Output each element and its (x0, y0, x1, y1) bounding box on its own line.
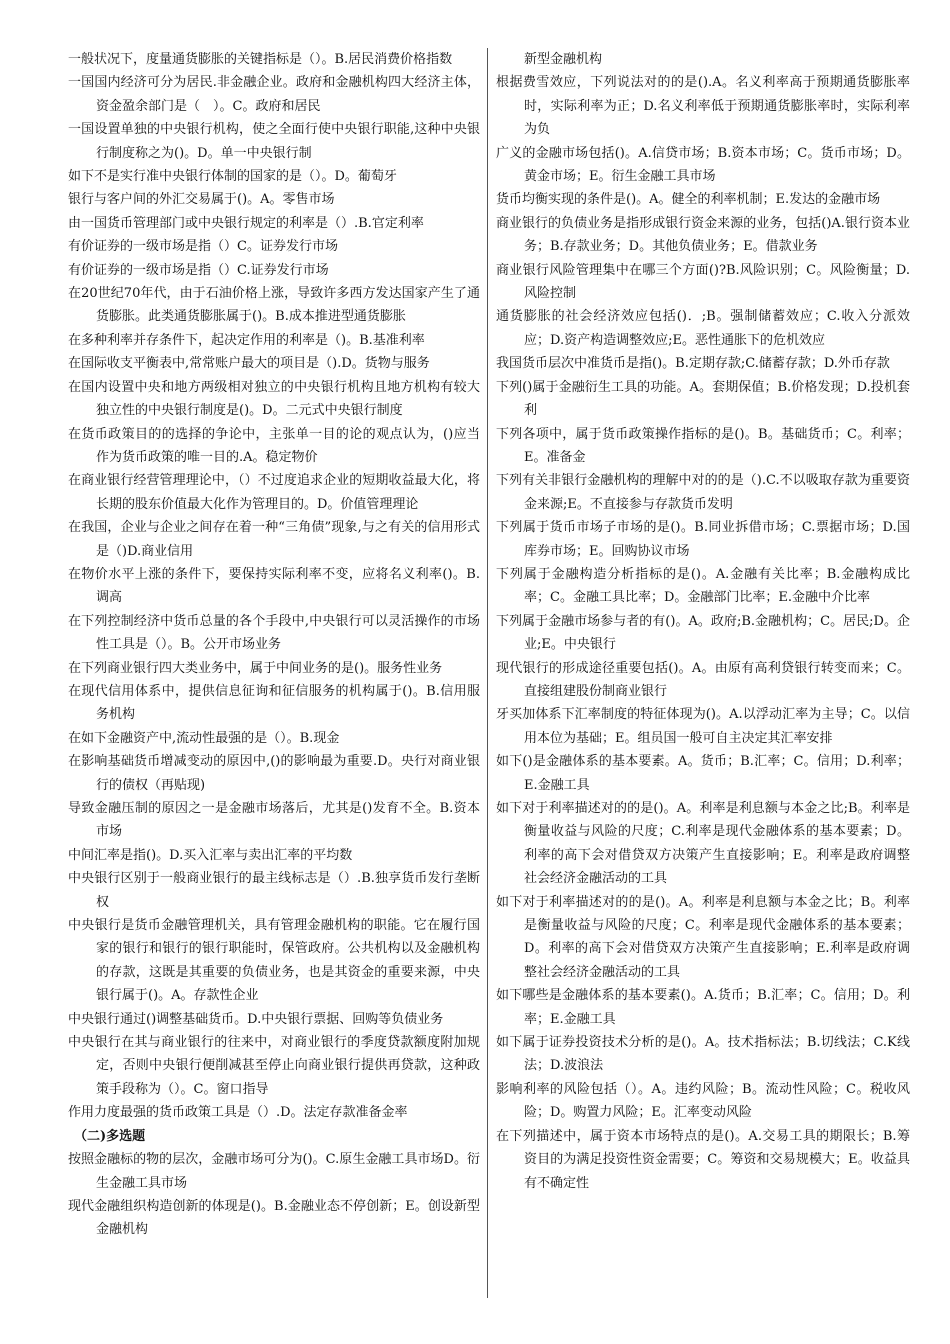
left-column (68, 48, 480, 1242)
question-item: 货币均衡实现的条件是()。A。健全的利率机制；E.发达的金融市场 (496, 192, 881, 208)
question-item: 有价证券的一级市场是指（）C。证券发行市场 (68, 239, 338, 255)
question-item: 在影响基础货币增减变动的原因中,()的影响最为重要.D。央行对商业银行的债权（再贴现) (68, 754, 480, 793)
question-item: 中央银行是货币金融管理机关，具有管理金融机构的职能。它在履行国家的银行和银行的银行职能时，保管政府。公共机构以及金融机构的存款，这既是其重要的负债业务，也是其资金的重要来源，中央银行属于()。A。存款性企业 (68, 918, 480, 1004)
right-column (496, 48, 910, 1195)
question-item: 下列有关非银行金融机构的理解中对的的是（).C.不以吸取存款为重要资金来源;E。不直接参与存款货币发明 (496, 473, 910, 512)
question-item: 通货膨胀的社会经济效应包括()．;B。强制储蓄效应；C.收入分派效应；D.资产构造调整效应;E。恶性通胀下的危机效应 (496, 309, 910, 348)
question-item: 由一国货币管理部门或中央银行规定的利率是（）.B.官定利率 (68, 215, 424, 231)
question-item: 中间汇率是指()。D.买入汇率与卖出汇率的平均数 (68, 847, 353, 863)
question-item: 在货币政策目的的选择的争论中，主张单一目的论的观点认为，()应当作为货币政策的唯一目的.A。稳定物价 (68, 426, 480, 465)
question-item: 在下列商业银行四大类业务中，属于中间业务的是()。服务性业务 (68, 660, 443, 676)
column-divider (487, 48, 488, 1298)
section-heading: （二)多选题 (74, 1128, 146, 1144)
question-item: 在物价水平上涨的条件下，要保持实际利率不变，应将名义利率()。B.调高 (68, 566, 480, 606)
question-item: 下列属于金融市场参与者的有()。A。政府;B.金融机构；C。居民;D。企业;E。中央银行 (496, 613, 910, 653)
question-continuation: 新型金融机构 (524, 52, 603, 67)
question-item: 商业银行的负债业务是指形成银行资金来源的业务，包括()A.银行资本业务；B.存款业务；D。其他负债业务；E。借款业务 (496, 215, 910, 255)
question-item: 现代银行的形成途径重要包括()。A。由原有高利贷银行转变而来；C。直接组建股份制商业银行 (496, 660, 910, 699)
question-item: 根据费雪效应，下列说法对的的是().A。名义利率高于预期通货膨胀率时，实际利率为正；D.名义利率低于预期通货膨胀率时，实际利率为负 (496, 75, 910, 138)
question-item: 下列属于货币市场子市场的是()。B.同业拆借市场；C.票据市场；D.国库券市场；E。回购协议市场 (496, 520, 910, 559)
question-item: 在多种利率并存条件下，起决定作用的利率是（)。B.基准利率 (68, 332, 425, 348)
question-item: 如下对于利率描述对的的是()。A。利率是利息额与本金之比;B。利率是衡量收益与风险的尺度；C.利率是现代金融体系的基本要素；D。利率的高下会对借贷双方决策产生直接影响；E。利率是政府调整社会经济金融活动的工具 (496, 801, 910, 887)
question-item: 有价证券的一级市场是指（）C.证券发行市场 (68, 262, 329, 278)
question-item: 在下列描述中，属于资本市场特点的是()。A.交易工具的期限长；B.筹资目的为满足投资性资金需要；C。筹资和交易规模大；E。收益具有不确定性 (496, 1128, 910, 1191)
question-item: 如下()是金融体系的基本要素。A。货币；B.汇率；C。信用；D.利率；E.金融工具 (496, 754, 910, 793)
question-item: 如下属于证券投资技术分析的是()。A。技术指标法；B.切线法；C.K线法；D.波浪法 (496, 1035, 910, 1074)
question-item: 中央银行在其与商业银行的往来中，对商业银行的季度贷款额度附加规定，否则中央银行便削减甚至停止向商业银行提供再贷款，这种政策手段称为（）。C。窗口指导 (68, 1035, 480, 1097)
question-item: 商业银行风险管理集中在哪三个方面()?B.风险识别；C。风险衡量；D.风险控制 (496, 262, 910, 302)
question-item: 按照金融标的物的层次，金融市场可分为()。C.原生金融工具市场D。衍生金融工具市场 (68, 1152, 480, 1191)
question-item: 在20世纪70年代，由于石油价格上涨，导致许多西方发达国家产生了通货膨胀。此类通货膨胀属于()。B.成本推进型通货膨胀 (68, 286, 480, 325)
question-item: 如下不是实行准中央银行体制的国家的是（）。D。葡萄牙 (68, 169, 397, 185)
question-item: 一国设置单独的中央银行机构，使之全面行使中央银行职能,这种中央银行制度称之为()。D。单一中央银行制 (68, 122, 480, 161)
question-item: 影响利率的风险包括（）。A。违约风险；B。流动性风险；C。税收风险；D。购置力风险；E。汇率变动风险 (496, 1081, 910, 1121)
question-item: 如下对于利率描述对的的是()。A。利率是利息额与本金之比；B。利率是衡量收益与风险的尺度；C。利率是现代金融体系的基本要素；D。利率的高下会对借贷双方决策产生直接影响；E.利率是政府调整社会经济金融活动的工具 (496, 894, 910, 980)
question-item: 在我国，企业与企业之间存在着一种“三角债”现象,与之有关的信用形式是（)D.商业信用 (68, 520, 480, 559)
question-item: 下列各项中，属于货币政策操作指标的是()。B。基础货币；C。利率；E。准备金 (496, 426, 910, 465)
question-item: 如下哪些是金融体系的基本要素()。A.货币；B.汇率；C。信用；D。利率；E.金融工具 (496, 988, 910, 1027)
question-item: 下列属于金融构造分析指标的是()。A.金融有关比率；B.金融构成比率；C。金融工具比率；D。金融部门比率；E.金融中介比率 (496, 566, 910, 606)
question-item: 下列()属于金融衍生工具的功能。A。套期保值；B.价格发现；D.投机套利 (496, 379, 910, 419)
question-item: 在下列控制经济中货币总量的各个手段中,中央银行可以灵活操作的市场性工具是（）。B。公开市场业务 (68, 613, 480, 653)
question-item: 牙买加体系下汇率制度的特征体现为()。A.以浮动汇率为主导；C。以信用本位为基础；E。组员国一般可自主决定其汇率安排 (496, 707, 910, 746)
question-item: 现代金融组织构造创新的体现是()。B.金融业态不停创新；E。创设新型金融机构 (68, 1198, 480, 1238)
question-item: 中央银行区别于一般商业银行的最主线标志是（）.B.独享货币发行垄断权 (68, 871, 480, 910)
question-item: 中央银行通过()调整基础货币。D.中央银行票据、回购等负债业务 (68, 1011, 444, 1027)
question-item: 作用力度最强的货币政策工具是（）.D。法定存款准备金率 (68, 1105, 408, 1121)
question-item: 在商业银行经营管理理论中，（）不过度追求企业的短期收益最大化，将长期的股东价值最大化作为管理目的。D。价值管理理论 (68, 473, 480, 512)
question-item: 在现代信用体系中，提供信息征询和征信服务的机构属于()。B.信用服务机构 (68, 683, 480, 723)
question-item: 导致金融压制的原因之一是金融市场落后，尤其是()发育不全。B.资本市场 (68, 801, 480, 840)
question-item: 我国货币层次中准货币是指()。B.定期存款;C.储蓄存款；D.外币存款 (496, 356, 890, 372)
question-item: 一般状况下，度量通货膨胀的关键指标是（）。B.居民消费价格指数 (68, 52, 453, 67)
question-item: 广义的金融市场包括()。A.信贷市场；B.资本市场；C。货币市场；D。黄金市场；E。衍生金融工具市场 (496, 145, 910, 185)
question-item: 一国国内经济可分为居民.非金融企业。政府和金融机构四大经济主体，资金盈余部门是（ ）。C。政府和居民 (68, 75, 480, 114)
question-item: 在国内设置中央和地方两级相对独立的中央银行机构且地方机构有较大独立性的中央银行制度是()。D。二元式中央银行制度 (68, 379, 480, 419)
question-item: 在国际收支平衡表中,常常账户最大的项目是（).D。货物与服务 (68, 356, 430, 372)
question-item: 在如下金融资产中,流动性最强的是（）。B.现金 (68, 730, 340, 746)
question-item: 银行与客户间的外汇交易属于()。A。零售市场 (68, 192, 335, 208)
